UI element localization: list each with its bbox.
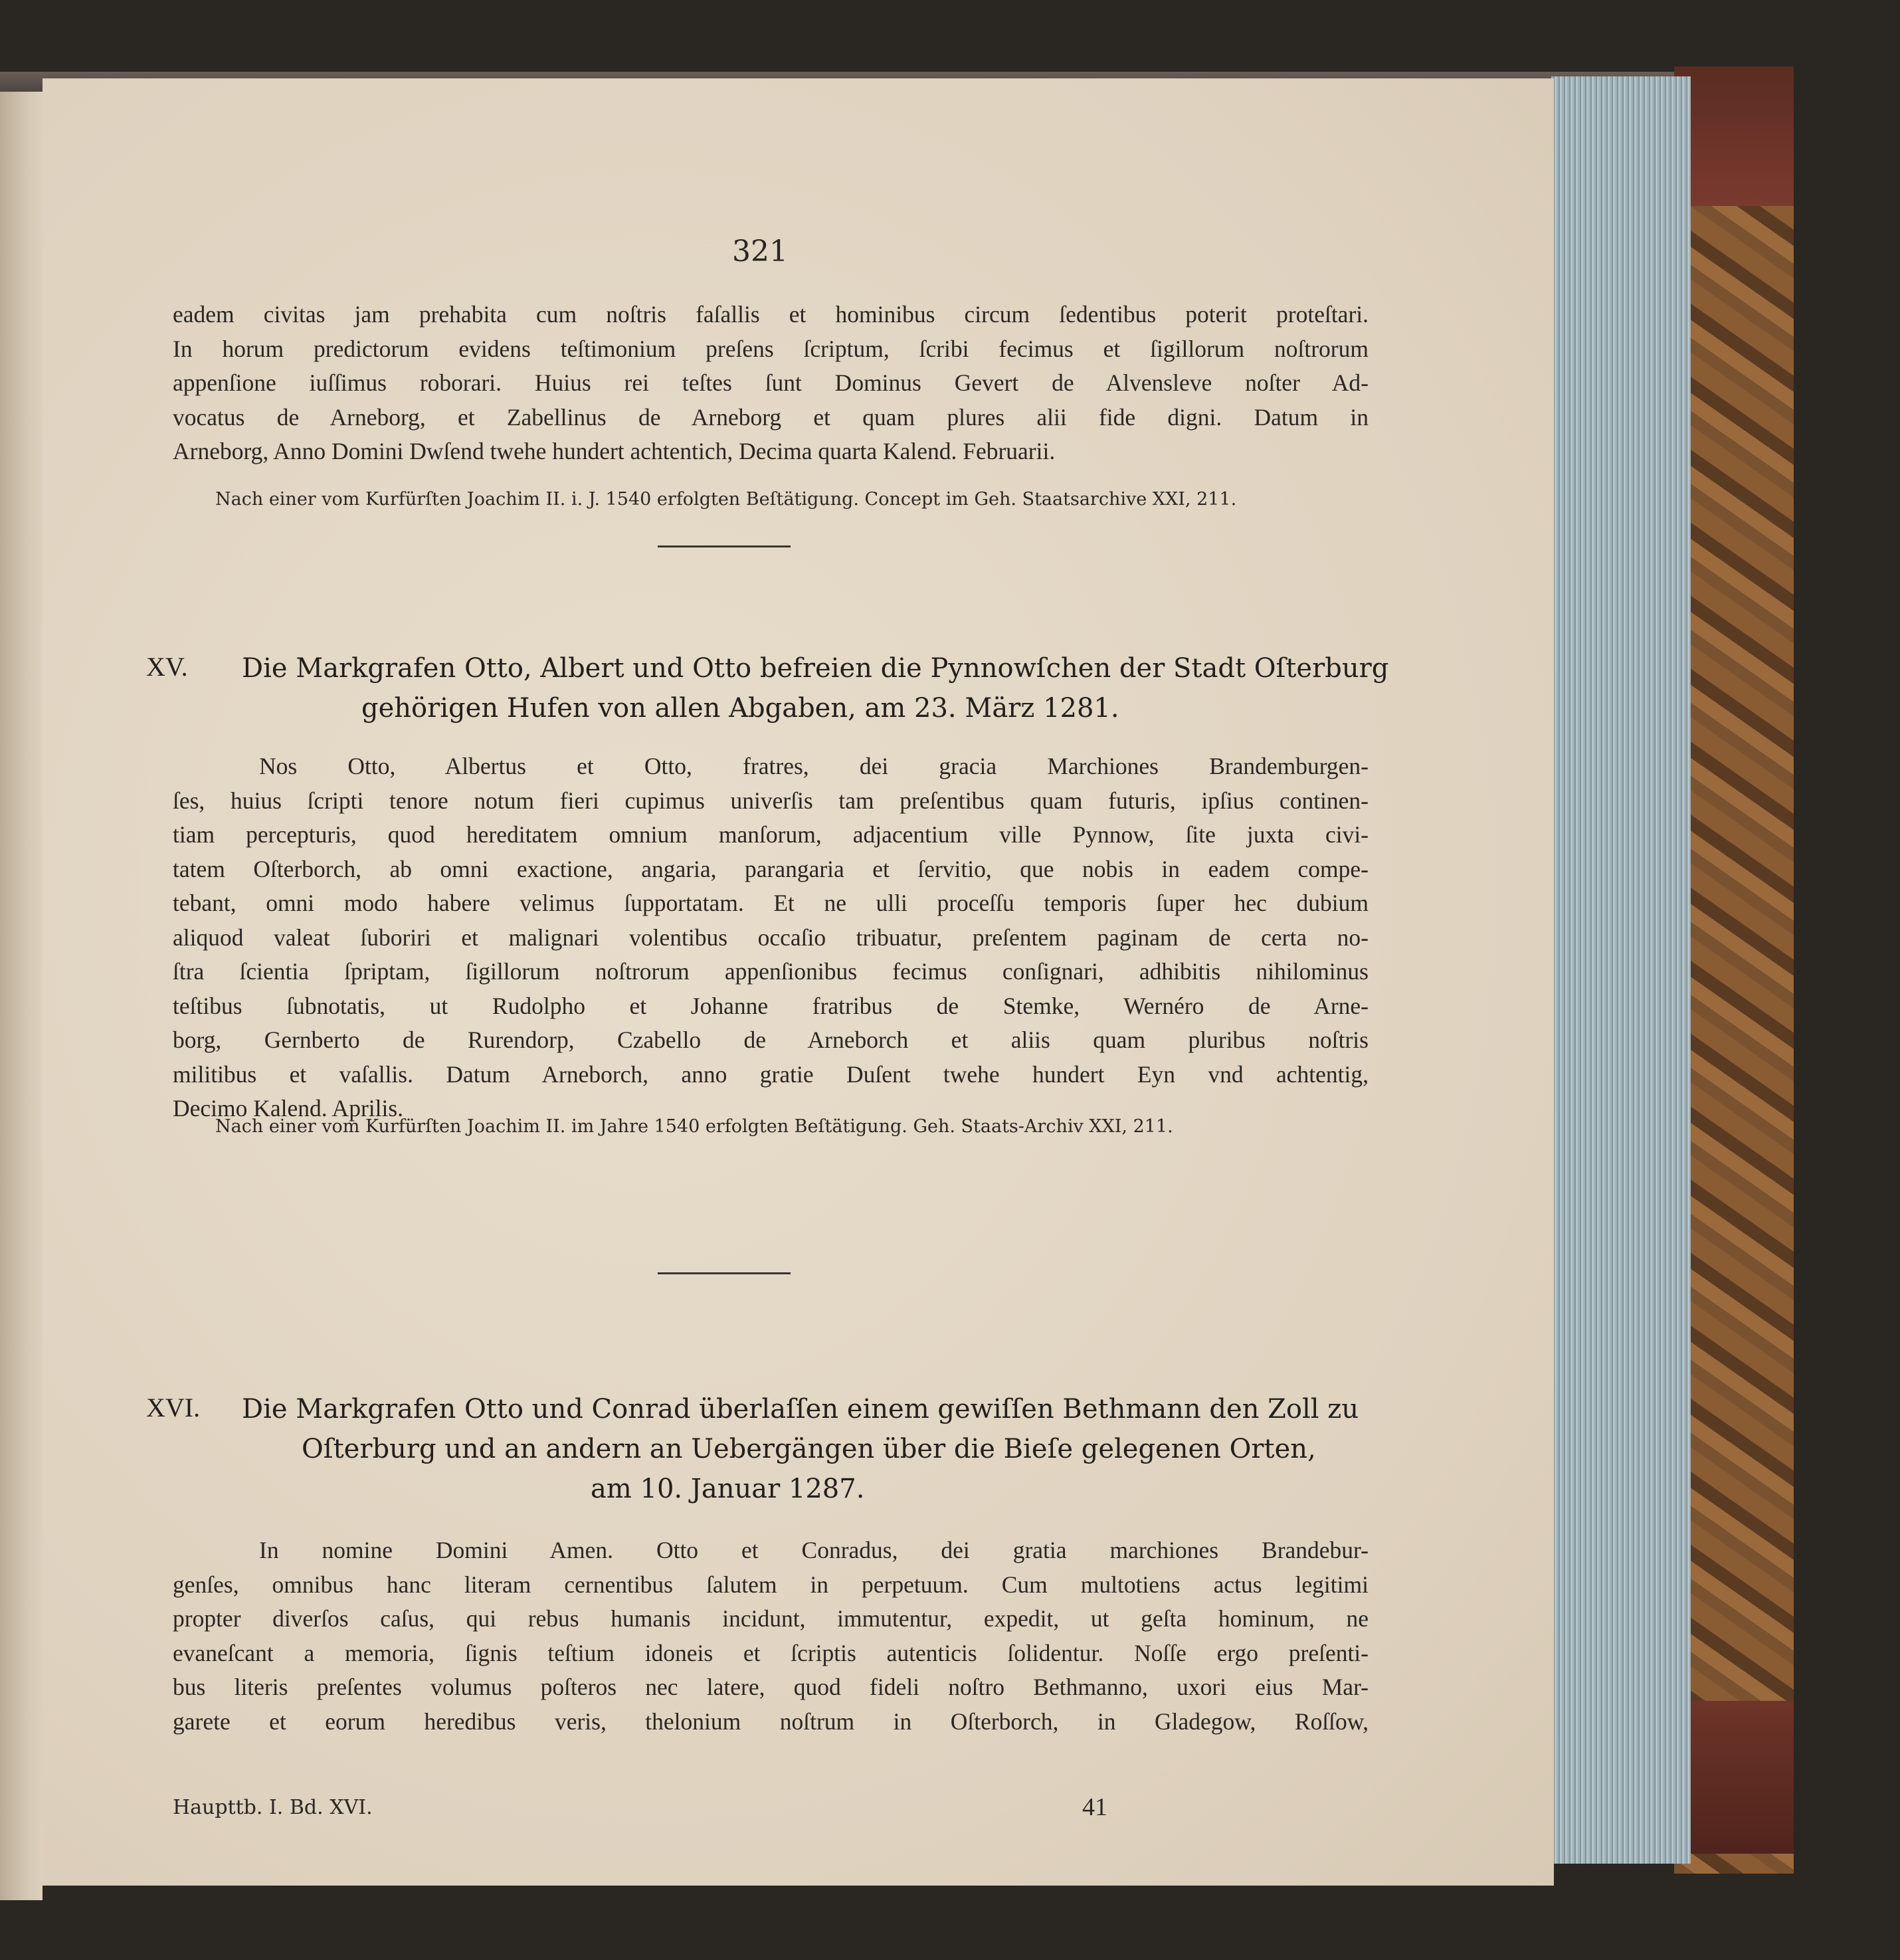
text-line: Decimo Kalend. Aprilis.	[173, 1095, 404, 1122]
text-line: tatem Oſterborch, ab omni exactione, angaria, parangaria et ſervitio, que nobis in eadem compe-	[173, 855, 1369, 882]
text-line: vocatus de Arneborg, et Zabellinus de Arneborg et quam plures alii fide digni. Datum in	[173, 403, 1369, 431]
text-line: teſtibus ſubnotatis, ut Rudolpho et Johanne fratribus de Stemke, Wernéro de Arne-	[173, 992, 1369, 1019]
footer-sheet-number: 41	[1082, 1793, 1107, 1821]
text-line: garete et eorum heredibus veris, thelonium noſtrum in Oſterborch, in Gladegow, Roſſow,	[173, 1708, 1369, 1735]
footer-signature: Haupttb. I. Bd. XVI.	[173, 1796, 373, 1819]
text-line: aliquod valeat ſuboriri et malignari volentibus occaſio tribuatur, preſentem paginam de certa no-	[173, 924, 1369, 951]
opening-text	[173, 298, 1369, 469]
text-line: borg, Gernberto de Rurendorp, Czabello de Arneborch et aliis quam pluribus noſtris	[173, 1027, 1369, 1053]
text-line: tiam percepturis, quod hereditatem omnium manſorum, adjacentium ville Pynnow, ſite juxta civi-	[173, 821, 1369, 848]
text-line: In nomine Domini Amen. Otto et Conradus, dei gratia marchiones Brandebur-	[259, 1537, 1369, 1563]
book-cover-marbled	[1674, 66, 1794, 1874]
section-heading-xvi-line3: am 10. Januar 1287.	[591, 1474, 865, 1504]
text-line: evaneſcant a memoria, ſignis teſtium idoneis et ſcriptis autenticis ſolidentur. Noſſe ergo preſenti-	[173, 1639, 1369, 1666]
section-xvi-text	[173, 1533, 1369, 1739]
page-number: 321	[732, 235, 788, 268]
section-divider	[658, 545, 791, 547]
text-line: bus literis preſentes volumus poſteros nec latere, quod fideli noſtro Bethmanno, uxori eius Mar-	[173, 1674, 1369, 1700]
text-line: Arneborg, Anno Domini Dwſend twehe hundert achtentich, Decima quarta Kalend. Februarii.	[173, 438, 1056, 464]
page-fore-edge	[1551, 76, 1691, 1864]
text-line: propter diverſos caſus, qui rebus humanis incidunt, immutentur, expedit, ut geſta hominum, ne	[173, 1605, 1369, 1632]
section-xv-text	[173, 749, 1369, 1126]
section-heading-xvi-line2: Oſterburg und an andern an Uebergängen über die Bieſe gelegenen Orten,	[302, 1434, 1316, 1464]
text-line: militibus et vaſallis. Datum Arneborch, anno gratie Duſent twehe hundert Eyn vnd achtentig,	[173, 1060, 1369, 1088]
text-line: Nos Otto, Albertus et Otto, fratres, dei gracia Marchiones Brandemburgen-	[259, 753, 1369, 779]
text-line: ſes, huius ſcripti tenore notum fieri cupimus univerſis tam preſentibus quam futuris, ipſius continen-	[173, 787, 1369, 814]
section-number-xvi: XVI.	[146, 1393, 201, 1422]
text-line: eadem civitas jam prehabita cum noſtris faſallis et hominibus circum ſedentibus poterit proteſtari.	[173, 301, 1369, 328]
section-heading-xvi: Die Markgrafen Otto und Conrad überlaſſen einem gewiſſen Bethmann den Zoll zu	[242, 1394, 1359, 1424]
book-cover-corner-bottom	[1674, 1701, 1794, 1854]
text-line: In horum predictorum evidens teſtimonium preſens ſcriptum, ſcribi fecimus et ſigillorum noſtrorum	[173, 335, 1369, 362]
section-heading-xv-line2: gehörigen Hufen von allen Abgaben, am 23. März 1281.	[361, 693, 1119, 724]
book-page	[43, 78, 1554, 1886]
text-line: tebant, omni modo habere velimus ſupportatam. Et ne ulli proceſſu temporis ſuper hec dubium	[173, 890, 1369, 916]
text-line: appenſione iuſſimus roborari. Huius rei teſtes ſunt Dominus Gevert de Alvensleve noſter Ad-	[173, 369, 1369, 396]
source-note: Nach einer vom Kurfürſten Joachim II. im Jahre 1540 erfolgten Beſtätigung. Geh. Staats-Archiv XXI, 211.	[215, 1116, 1173, 1137]
source-note: Nach einer vom Kurfürſten Joachim II. i. J. 1540 erfolgten Beſtätigung. Concept im Geh. Staatsarchive XXI, 211.	[215, 489, 1237, 510]
section-divider	[658, 1272, 791, 1274]
book-cover-corner-top	[1674, 66, 1794, 206]
text-line: genſes, omnibus hanc literam cernentibus ſalutem in perpetuum. Cum multotiens actus legitimi	[173, 1571, 1369, 1598]
section-heading-xv: Die Markgrafen Otto, Albert und Otto befreien die Pynnowſchen der Stadt Oſterburg	[242, 653, 1389, 684]
section-number-xv: XV.	[146, 652, 188, 682]
previous-page-edge	[0, 80, 43, 1900]
text-line: ſtra ſcientia ſpriptam, ſigillorum noſtrorum appenſionibus fecimus conſignari, adhibitis nihilominus	[173, 958, 1369, 985]
